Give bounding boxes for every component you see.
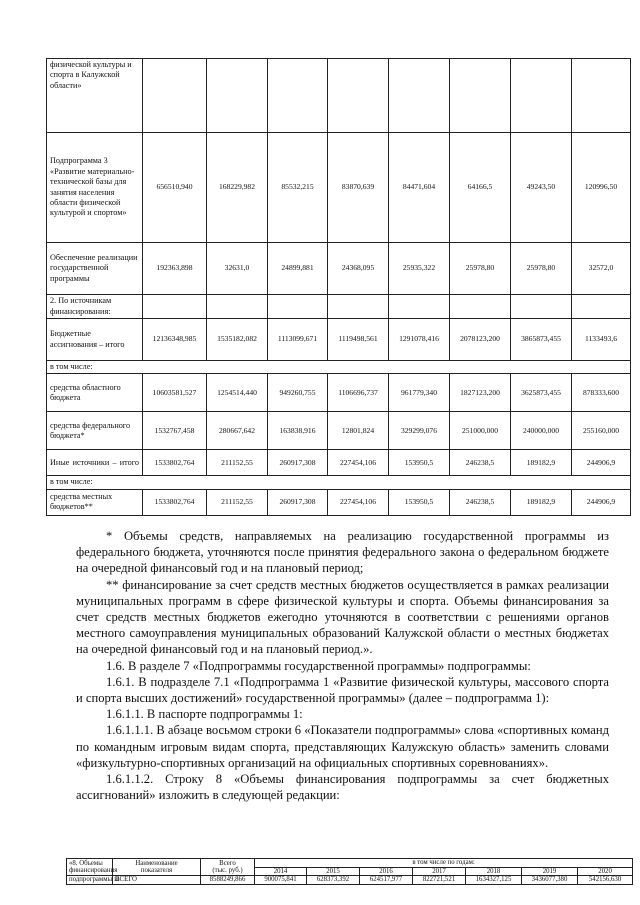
- bottom-row-value: 900075,841: [255, 876, 307, 885]
- row-label: средства федерального бюджета*: [47, 412, 143, 450]
- value-cell: 1254514,440: [207, 374, 268, 412]
- row-label: Подпрограмма 3 «Развитие материально-технической базы для занятия населения области физической культурой и спортом»: [47, 133, 143, 243]
- row-label: в том числе:: [47, 476, 631, 489]
- table-row: [47, 412, 631, 450]
- document-body: [76, 528, 609, 803]
- value-cell: 2078123,200: [450, 319, 511, 361]
- year-header: 2014: [255, 867, 307, 876]
- clause-1-6-1-1-2: 1.6.1.1.2. Строку 8 «Объемы финансирования подпрограммы за счет бюджетных ассигнований» изложить в следующей редакции:: [76, 772, 609, 803]
- table-row: [47, 489, 631, 515]
- table-row: [47, 374, 631, 412]
- table-row: [47, 361, 631, 374]
- value-cell: [143, 59, 207, 133]
- value-cell: 1113099,671: [268, 319, 328, 361]
- value-cell: [511, 59, 572, 133]
- value-cell: 64166,5: [450, 133, 511, 243]
- value-cell: 211152,55: [207, 450, 268, 476]
- value-cell: 260917,308: [268, 489, 328, 515]
- value-cell: 244906,9: [572, 489, 631, 515]
- clause-1-6-1-1-1: 1.6.1.1.1. В абзаце восьмом строки 6 «Показатели подпрограммы» слова «спортивных команд по командным игровым видам спорта, представляющих Калужскую область» заменить словами «физкультурно-спортивных организаций на официальных спортивных соревнованиях».: [76, 723, 609, 770]
- row-label: средства областного бюджета: [47, 374, 143, 412]
- value-cell: [389, 59, 450, 133]
- year-header: 2017: [413, 867, 466, 876]
- table-row: [47, 59, 631, 133]
- value-cell: 32572,0: [572, 243, 631, 295]
- value-cell: 246238,5: [450, 450, 511, 476]
- value-cell: [511, 295, 572, 319]
- bottom-header-indicator: Наименование показателя: [113, 859, 201, 876]
- value-cell: 25978,80: [450, 243, 511, 295]
- value-cell: 32631,0: [207, 243, 268, 295]
- value-cell: 1133493,6: [572, 319, 631, 361]
- bottom-row-value: 542156,630: [578, 876, 633, 885]
- clause-1-6: 1.6. В разделе 7 «Подпрограммы государственной программы» подпрограммы:: [106, 658, 531, 673]
- value-cell: 3865873,455: [511, 319, 572, 361]
- value-cell: 1106696,737: [328, 374, 389, 412]
- value-cell: [143, 295, 207, 319]
- bottom-row-label: ВСЕГО: [113, 876, 201, 885]
- row-label: Иные источники – итого: [47, 450, 143, 476]
- value-cell: 329299,076: [389, 412, 450, 450]
- value-cell: [572, 59, 631, 133]
- value-cell: 961779,340: [389, 374, 450, 412]
- value-cell: [572, 295, 631, 319]
- table-row: [47, 295, 631, 319]
- row-label: в том числе:: [47, 361, 631, 374]
- value-cell: [450, 59, 511, 133]
- value-cell: 153950,5: [389, 489, 450, 515]
- value-cell: 1535182,082: [207, 319, 268, 361]
- value-cell: 10603581,527: [143, 374, 207, 412]
- table-row: [47, 450, 631, 476]
- value-cell: 240000,000: [511, 412, 572, 450]
- year-header: 2018: [466, 867, 522, 876]
- value-cell: 120996,50: [572, 133, 631, 243]
- table-row: [47, 243, 631, 295]
- bottom-cell-row-name-cont: подпрограммы за: [67, 876, 113, 885]
- value-cell: [207, 59, 268, 133]
- clause-1-6-1: 1.6.1. В подразделе 7.1 «Подпрограмма 1 «Развитие физической культуры, массового спорта и спорта высших достижений» государственной программы» (далее – подпрограмма 1):: [76, 674, 609, 706]
- value-cell: 168229,982: [207, 133, 268, 243]
- table-row: [47, 319, 631, 361]
- bottom-row-value: 1634327,125: [466, 876, 522, 885]
- value-cell: 12801,824: [328, 412, 389, 450]
- value-cell: 1533802,764: [143, 450, 207, 476]
- value-cell: [207, 295, 268, 319]
- year-header: 2016: [360, 867, 413, 876]
- value-cell: 163838,916: [268, 412, 328, 450]
- value-cell: 280667,642: [207, 412, 268, 450]
- value-cell: 25935,322: [389, 243, 450, 295]
- value-cell: 1119498,561: [328, 319, 389, 361]
- value-cell: 227454,106: [328, 450, 389, 476]
- table-row: [47, 133, 631, 243]
- value-cell: 1532767,458: [143, 412, 207, 450]
- value-cell: 1533802,764: [143, 489, 207, 515]
- value-cell: 255160,000: [572, 412, 631, 450]
- value-cell: 1291078,416: [389, 319, 450, 361]
- value-cell: 656510,940: [143, 133, 207, 243]
- bottom-cell-row-name: «8. Объемы финансирования: [67, 859, 113, 876]
- value-cell: 153950,5: [389, 450, 450, 476]
- value-cell: 246238,5: [450, 489, 511, 515]
- value-cell: 211152,55: [207, 489, 268, 515]
- bottom-header-total: Всего (тыс. руб.): [201, 859, 255, 876]
- value-cell: [389, 295, 450, 319]
- value-cell: 189182,9: [511, 450, 572, 476]
- bottom-row-value: 822721,521: [413, 876, 466, 885]
- clause-1-6-1-1: 1.6.1.1. В паспорте подпрограммы 1:: [106, 707, 303, 722]
- value-cell: 24368,095: [328, 243, 389, 295]
- value-cell: 949260,755: [268, 374, 328, 412]
- value-cell: 49243,50: [511, 133, 572, 243]
- value-cell: 12136348,985: [143, 319, 207, 361]
- value-cell: [328, 295, 389, 319]
- row-label: Бюджетные ассигнования – итого: [47, 319, 143, 361]
- value-cell: 189182,9: [511, 489, 572, 515]
- subprogram-financing-table: [66, 858, 633, 885]
- row-label: физической культуры и спорта в Калужской области»: [47, 59, 143, 133]
- value-cell: [268, 295, 328, 319]
- row-label: средства местных бюджетов**: [47, 489, 143, 515]
- bottom-row-value: 628373,392: [307, 876, 360, 885]
- value-cell: [450, 295, 511, 319]
- value-cell: 84471,604: [389, 133, 450, 243]
- year-header: 2020: [578, 867, 633, 876]
- table-row: [47, 476, 631, 489]
- value-cell: 83870,639: [328, 133, 389, 243]
- row-label: 2. По источникам финансирования:: [47, 295, 143, 319]
- bottom-header-years: в том числе по годам:: [255, 859, 633, 868]
- value-cell: 25978,80: [511, 243, 572, 295]
- value-cell: 24899,881: [268, 243, 328, 295]
- footnote-local: ** финансирование за счет средств местных бюджетов осуществляется в рамках реализации муниципальных программ в сфере физической культуры и спорта. Объемы финансирования за счет средств местных бюджетов ежегодно уточняются в соответствии с решениями органов местного самоуправления муниципальных образований Калужской области о местных бюджетах на очередной финансовый год и на плановый период.».: [76, 577, 609, 657]
- value-cell: [268, 59, 328, 133]
- value-cell: 244906,9: [572, 450, 631, 476]
- year-header: 2015: [307, 867, 360, 876]
- value-cell: 1827123,200: [450, 374, 511, 412]
- year-header: 2019: [522, 867, 578, 876]
- value-cell: 85532,215: [268, 133, 328, 243]
- value-cell: 251000,000: [450, 412, 511, 450]
- value-cell: 192363,898: [143, 243, 207, 295]
- financing-table: [46, 58, 631, 516]
- value-cell: 3625873,455: [511, 374, 572, 412]
- bottom-row-total: 8588249,866: [201, 876, 255, 885]
- value-cell: 878333,600: [572, 374, 631, 412]
- value-cell: 260917,308: [268, 450, 328, 476]
- footnote-federal: * Объемы средств, направляемых на реализацию государственной программы из федерального бюджета, уточняются после принятия федерального закона о федеральном бюджете на очередной финансовый год и на плановый период;: [76, 529, 609, 576]
- row-label: Обеспечение реализации государственной программы: [47, 243, 143, 295]
- bottom-row-value: 3436077,380: [522, 876, 578, 885]
- value-cell: 227454,106: [328, 489, 389, 515]
- value-cell: [328, 59, 389, 133]
- bottom-row-value: 624517,977: [360, 876, 413, 885]
